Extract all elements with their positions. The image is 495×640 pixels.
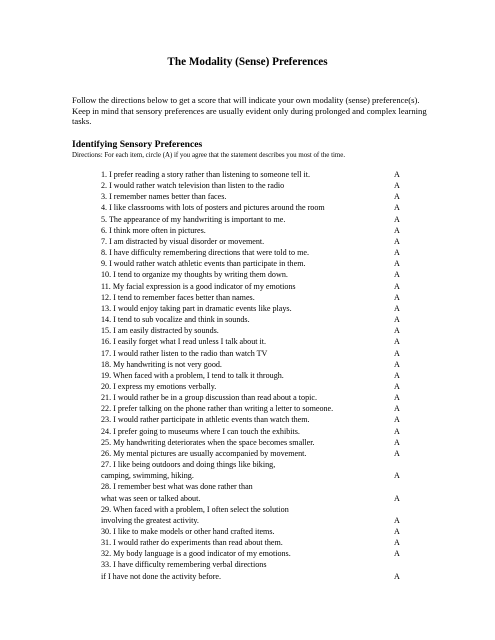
statement-item xyxy=(101,236,431,247)
statement-text: 15. I am easily distracted by sounds. xyxy=(101,326,219,336)
agree-option[interactable]: A xyxy=(394,493,400,503)
statement-continuation xyxy=(101,515,431,526)
statement-continuation xyxy=(101,571,431,582)
agree-option[interactable]: A xyxy=(394,549,400,559)
statement-item xyxy=(101,348,431,359)
statement-item xyxy=(101,303,431,314)
agree-option[interactable]: A xyxy=(394,370,400,380)
agree-option[interactable]: A xyxy=(394,359,400,369)
statement-text: 30. I like to make models or other hand crafted items. xyxy=(101,527,275,536)
agree-option[interactable]: A xyxy=(394,192,400,202)
statement-item xyxy=(101,247,431,258)
statement-text: 19. When faced with a problem, I tend to talk it through. xyxy=(101,370,284,380)
agree-option[interactable]: A xyxy=(394,236,400,246)
statement-text: 1. I prefer reading a story rather than listening to someone tell it. xyxy=(101,170,311,179)
agree-option[interactable]: A xyxy=(394,303,400,313)
statement-item xyxy=(101,381,431,392)
statement-text: 18. My handwriting is not very good. xyxy=(101,359,222,369)
document-title: The Modality (Sense) Preferences xyxy=(167,56,328,68)
statement-item xyxy=(101,169,431,180)
statement-text: 7. I am distracted by visual disorder or movement. xyxy=(101,236,265,246)
agree-option[interactable]: A xyxy=(394,292,400,302)
statement-item xyxy=(101,426,431,437)
statement-text: 4. I like classrooms with lots of posters and pictures around the room xyxy=(101,203,325,213)
statement-text: involving the greatest activity. xyxy=(101,515,199,525)
agree-option[interactable]: A xyxy=(394,415,400,425)
statement-text: if I have not done the activity before. xyxy=(101,571,222,581)
agree-option[interactable]: A xyxy=(394,315,400,325)
agree-option[interactable]: A xyxy=(394,203,400,213)
statement-item xyxy=(101,370,431,381)
statement-item xyxy=(101,448,431,459)
statement-item xyxy=(101,537,431,548)
statement-continuation xyxy=(101,470,431,481)
directions-text: Directions: For each item, circle (A) if you agree that the statement describes you most of the time. xyxy=(72,152,346,159)
statement-text: 12. I tend to remember faces better than names. xyxy=(101,292,255,302)
statement-item xyxy=(101,191,431,202)
statement-text: 26. My mental pictures are usually accompanied by movement. xyxy=(101,448,307,458)
statement-text: 5. The appearance of my handwriting is important to me. xyxy=(101,214,286,224)
agree-option[interactable]: A xyxy=(394,538,400,548)
agree-option[interactable]: A xyxy=(394,270,400,280)
statement-item xyxy=(101,281,431,292)
statement-text: 9. I would rather watch athletic events than participate in them. xyxy=(101,259,306,269)
statement-text: 21. I would rather be in a group discussion than read about a topic. xyxy=(101,393,318,403)
statement-text: 31. I would rather do experiments than read about them. xyxy=(101,538,283,548)
agree-option[interactable]: A xyxy=(394,259,400,269)
statement-text: 14. I tend to sub vocalize and think in sounds. xyxy=(101,315,250,325)
statement-item xyxy=(101,214,431,225)
statement-item xyxy=(101,414,431,425)
statement-item xyxy=(101,437,431,448)
statement-text: 33. I have difficulty remembering verbal directions xyxy=(101,560,267,570)
statement-text: 23. I would rather participate in athletic events than watch them. xyxy=(101,415,310,425)
statement-item xyxy=(101,548,431,559)
statement-item xyxy=(101,559,431,570)
statement-item xyxy=(101,403,431,414)
statement-text: 28. I remember best what was done rather than xyxy=(101,482,253,492)
statement-text: 25. My handwriting deteriorates when the space becomes smaller. xyxy=(101,437,315,447)
agree-option[interactable]: A xyxy=(394,381,400,391)
statement-text: 2. I would rather watch television than listen to the radio xyxy=(101,181,285,191)
statement-text: 32. My body language is a good indicator of my emotions. xyxy=(101,549,291,559)
agree-option[interactable]: A xyxy=(394,170,400,179)
statement-item xyxy=(101,292,431,303)
statement-text: 11. My facial expression is a good indicator of my emotions xyxy=(101,281,296,291)
agree-option[interactable]: A xyxy=(394,393,400,403)
agree-option[interactable]: A xyxy=(394,471,400,481)
statement-item xyxy=(101,459,431,470)
agree-option[interactable]: A xyxy=(394,281,400,291)
agree-option[interactable]: A xyxy=(394,515,400,525)
statement-item xyxy=(101,314,431,325)
agree-option[interactable]: A xyxy=(394,437,400,447)
statement-item xyxy=(101,269,431,280)
statement-item xyxy=(101,481,431,492)
questionnaire-list xyxy=(101,169,431,582)
statement-text: 20. I express my emotions verbally. xyxy=(101,381,217,391)
statement-text: 13. I would enjoy taking part in dramatic events like plays. xyxy=(101,303,292,313)
agree-option[interactable]: A xyxy=(394,527,400,536)
statement-text: 22. I prefer talking on the phone rather than writing a letter to someone. xyxy=(101,404,334,414)
agree-option[interactable]: A xyxy=(394,326,400,336)
statement-item xyxy=(101,225,431,236)
statement-text: 16. I easily forget what I read unless I talk about it. xyxy=(101,337,267,347)
agree-option[interactable]: A xyxy=(394,448,400,458)
statement-item xyxy=(101,359,431,370)
agree-option[interactable]: A xyxy=(394,248,400,258)
agree-option[interactable]: A xyxy=(394,348,400,358)
statement-item xyxy=(101,258,431,269)
statement-continuation xyxy=(101,493,431,504)
statement-item xyxy=(101,325,431,336)
statement-item xyxy=(101,180,431,191)
agree-option[interactable]: A xyxy=(394,181,400,191)
statement-text: 3. I remember names better than faces. xyxy=(101,192,227,202)
statement-text: what was seen or talked about. xyxy=(101,493,201,503)
intro-paragraph: Follow the directions below to get a score that will indicate your own modality (sense) preference(s). Keep in mind that sensory preferences are usually evident only during prolonged and complex learning tasks. xyxy=(72,95,427,127)
statement-text: camping, swimming, hiking. xyxy=(101,471,194,481)
statement-text: 8. I have difficulty remembering directions that were told to me. xyxy=(101,248,309,258)
statement-item xyxy=(101,526,431,537)
statement-text: 17. I would rather listen to the radio than watch TV xyxy=(101,348,268,358)
statement-text: 27. I like being outdoors and doing things like biking, xyxy=(101,460,276,470)
statement-text: 10. I tend to organize my thoughts by writing them down. xyxy=(101,270,288,280)
statement-text: 6. I think more often in pictures. xyxy=(101,225,206,235)
agree-option[interactable]: A xyxy=(394,571,400,581)
statement-item xyxy=(101,336,431,347)
statement-text: 29. When faced with a problem, I often select the solution xyxy=(101,504,289,514)
statement-item xyxy=(101,392,431,403)
section-heading: Identifying Sensory Preferences xyxy=(72,139,203,150)
statement-text: 24. I prefer going to museums where I can touch the exhibits. xyxy=(101,426,300,436)
agree-option[interactable]: A xyxy=(394,337,400,347)
agree-option[interactable]: A xyxy=(394,214,400,224)
agree-option[interactable]: A xyxy=(394,404,400,414)
agree-option[interactable]: A xyxy=(394,225,400,235)
statement-item xyxy=(101,202,431,213)
agree-option[interactable]: A xyxy=(394,426,400,436)
statement-item xyxy=(101,504,431,515)
